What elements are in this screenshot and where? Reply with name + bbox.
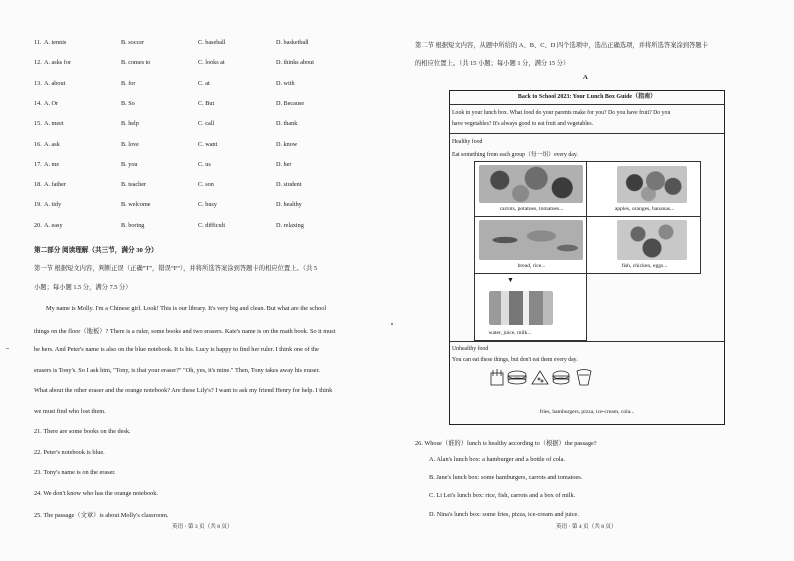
passage-line: My name is Molly. I'm a Chinese girl. Look! This is our library. It's very big and clean. But what are the school <box>46 305 327 312</box>
question-number: 18. <box>34 181 42 189</box>
tf-question: 24. We don't know who has the orange notebook. <box>34 489 158 497</box>
choice-option: A. me <box>44 160 60 168</box>
fruit-photo <box>617 166 687 203</box>
question-number: 19. <box>34 201 42 209</box>
vegetables-photo <box>479 165 583 203</box>
scan-speck <box>6 348 9 349</box>
choice-option: C. difficult <box>198 221 226 229</box>
healthy-heading: Healthy food <box>452 139 483 145</box>
section2-instruction: 第二节 根据短文内容，从题中所给的 A、B、C、D 四个选项中，选出正确选项，并将所选答案涂到答题卡 <box>415 42 708 49</box>
choice-option: D. with <box>276 79 295 87</box>
section2-instruction-cont: 的相应位置上。（共 15 小题；每小题 1 分，满分 15 分） <box>415 60 570 67</box>
choice-option: B. boring <box>121 221 145 229</box>
choice-option: B. So <box>121 99 135 107</box>
choice-option: C. want <box>198 140 218 148</box>
vegetables-caption: carrots, potatoes, tomatoes... <box>499 206 564 212</box>
answer-option: A. Alan's lunch box: a hamburger and a bottle of cola. <box>429 456 566 463</box>
divider <box>449 341 725 342</box>
healthy-subheading: Eat something from each group（每一组）every day. <box>452 152 578 158</box>
passage-line: things on the floor（地板）? There is a ruler, some books and two erasers. Kate's name is on the math book. So it must <box>34 327 336 335</box>
question-number: 14. <box>34 99 42 107</box>
section1-instruction-cont: 小题；每小题 1.5 分，满分 7.5 分） <box>34 284 132 291</box>
page-footer-left: 英语 · 第 3 页（共 8 页） <box>172 524 233 530</box>
fruit-cell <box>586 161 701 217</box>
grains-caption: bread, rice... <box>517 263 546 269</box>
choice-option: C. looks at <box>198 59 225 67</box>
choice-option: D. basketball <box>276 39 309 46</box>
choice-option: D. Because <box>276 99 305 107</box>
question-number: 20. <box>34 221 42 229</box>
choice-option: B. soccer <box>121 39 145 46</box>
question-number: 15. <box>34 120 42 128</box>
choice-option: A. tennis <box>44 39 67 46</box>
choice-option: A. Or <box>44 99 59 107</box>
choice-option: D. thank <box>276 120 298 128</box>
choice-option: C. at <box>198 79 210 87</box>
choice-option: B. help <box>121 120 139 128</box>
choice-option: C. call <box>198 120 215 128</box>
passage-line: be hers. And Peter's name is also on the blue notebook. It is his. Lucy is happy to find her ruler. I think one of the <box>34 346 319 353</box>
drinks-caption: water, juice, milk... <box>488 330 532 336</box>
guide-title: Back to School 2023: Your Lunch Box Guide（指南） <box>449 90 725 105</box>
choice-option: B. welcome <box>121 201 151 209</box>
answer-option: C. Li Lei's lunch box: rice, fish, carrots and a box of milk. <box>429 492 576 500</box>
section1-instruction: 第一节 根据短文内容，判断正误（正确“T”，错误“F”），并将所选答案涂到答题卡的相应位置上。（共 5 <box>34 265 317 272</box>
unhealthy-caption: fries, hamburgers, pizza, ice-cream, cola... <box>539 409 635 415</box>
unhealthy-heading: Unhealthy food <box>452 346 489 352</box>
choice-option: D. her <box>276 160 292 168</box>
choice-option: D. thinks about <box>276 59 314 67</box>
choice-option: C. us <box>198 160 211 168</box>
arrow-down-icon: ▼ <box>507 276 514 284</box>
choice-option: B. teacher <box>121 181 147 189</box>
choice-option: B. you <box>121 160 138 168</box>
vegetables-cell <box>474 161 587 217</box>
choice-option: A. ask <box>44 140 60 148</box>
choice-option: A. easy <box>44 221 63 229</box>
passage-line: erasers is Tony's. So I ask him, "Tony, is that your eraser?" "Oh, yes, it's mine." Then, Tony takes away his eraser. <box>34 366 320 374</box>
choice-option: D. student <box>276 181 302 189</box>
question-number: 12. <box>34 59 42 67</box>
tf-question: 21. There are some books on the desk. <box>34 428 131 435</box>
answer-option: D. Nina's lunch box: some fries, pizza, ice-cream and juice. <box>429 510 579 518</box>
question-number: 11. <box>34 39 42 46</box>
choice-option: B. for <box>121 79 136 87</box>
question-number: 13. <box>34 79 42 87</box>
passage-label: A <box>583 74 588 81</box>
tf-question: 23. Tony's name is on the eraser. <box>34 469 116 476</box>
drinks-cell <box>474 273 587 341</box>
choice-option: A. meet <box>44 120 64 128</box>
scan-speck <box>391 323 393 325</box>
choice-option: D. relaxing <box>276 221 304 229</box>
fruit-caption: apples, oranges, bananas... <box>614 206 675 212</box>
choice-option: A. asks for <box>44 59 71 67</box>
question-26: 26. Whose（谁的）lunch is healthy according to（根据）the passage? <box>415 440 597 447</box>
choice-option: C. busy <box>198 201 217 209</box>
choice-option: B. love <box>121 140 139 148</box>
choice-option: A. tidy <box>44 201 62 209</box>
answer-option: B. Jane's lunch box: some hamburgers, carrots and tomatoes. <box>429 474 583 482</box>
page-footer-right: 英语 · 第 4 页（共 8 页） <box>556 524 617 530</box>
tf-question: 25. The passage（文章）is about Molly's classroom. <box>34 512 169 519</box>
choice-option: C. son <box>198 181 214 189</box>
grains-photo <box>479 220 583 260</box>
choice-option: A. about <box>44 79 66 87</box>
guide-intro: Look in your lunch box. What food do your parents make for you? Do you have fruit? Do you <box>452 110 671 116</box>
protein-caption: fish, chicken, eggs... <box>621 263 668 269</box>
choice-option: B. comes to <box>121 59 151 67</box>
part2-title: 第二部分 阅读理解（共三节，满分 30 分） <box>34 247 158 254</box>
choice-option: D. healthy <box>276 201 302 209</box>
grains-cell <box>474 216 587 274</box>
passage-line: we must find who lost them. <box>34 407 106 415</box>
question-number: 17. <box>34 160 42 168</box>
guide-intro-cont: have vegetables? It's always good to eat fruit and vegetables. <box>452 121 594 127</box>
divider <box>449 133 725 134</box>
unhealthy-subheading: You can eat these things, but don't eat them every day. <box>452 357 578 363</box>
drinks-photo <box>489 291 553 325</box>
choice-option: C. But <box>198 99 215 107</box>
choice-option: A. father <box>44 181 66 189</box>
junk-food-drawing <box>489 368 599 390</box>
tf-question: 22. Peter's notebook is blue. <box>34 448 105 456</box>
question-number: 16. <box>34 140 42 148</box>
passage-line: What about the other eraser and the orange notebook? Are these Lily's? I want to ask my friend Henry for help. I think <box>34 387 333 394</box>
choice-option: D. know <box>276 140 298 148</box>
protein-photo <box>617 220 687 260</box>
choice-option: C. baseball <box>198 39 226 46</box>
protein-cell <box>586 216 701 274</box>
